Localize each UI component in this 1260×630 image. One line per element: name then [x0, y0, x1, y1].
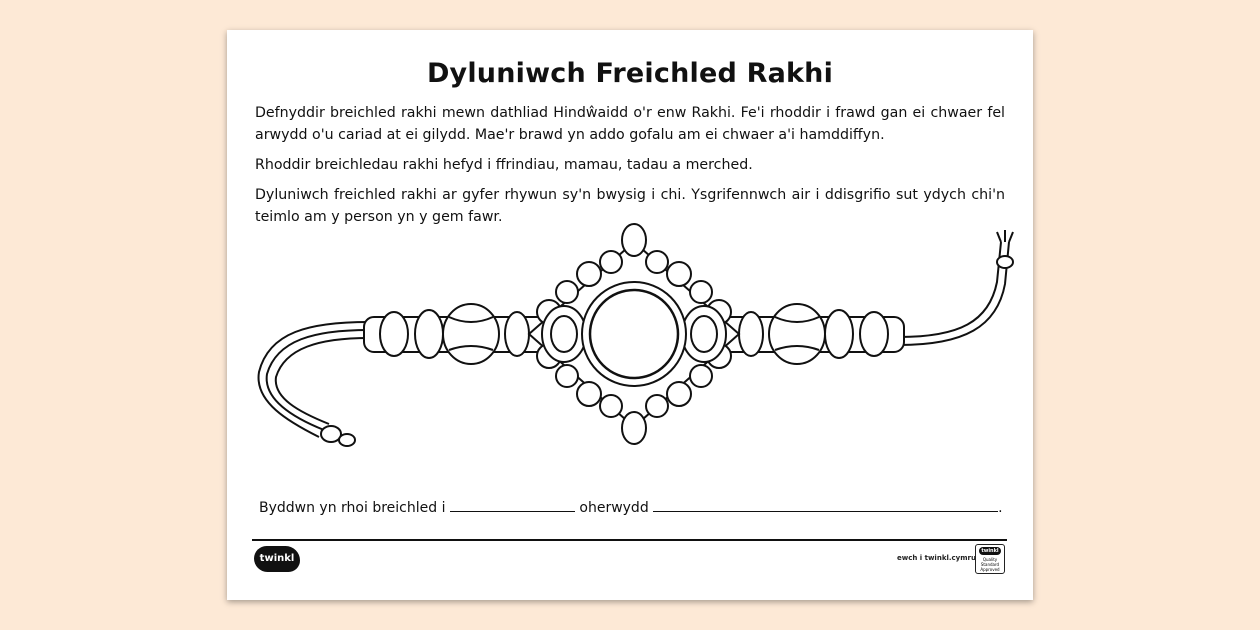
rakhi-bracelet-illustration	[249, 222, 1019, 472]
twinkl-logo: twinkl	[254, 546, 300, 572]
paragraph: Rhoddir breichledau rakhi hefyd i ffrindiau, mamau, tadau a merched.	[255, 157, 753, 173]
reason-blank[interactable]	[653, 497, 998, 512]
completion-sentence	[259, 497, 1003, 516]
footer-divider	[252, 539, 1007, 541]
paragraph: Dyluniwch freichled rakhi ar gyfer rhywun sy'n bwysig i chi. Ysgrifennwch air i ddisgrifio sut ydych chi'n teimlo am y person yn y gem fawr.	[255, 187, 1005, 225]
recipient-blank[interactable]	[450, 497, 575, 512]
sentence-part1: Byddwn yn rhoi breichled i	[259, 500, 446, 516]
instructions	[255, 102, 1005, 236]
footer-url: ewch i twinkl.cymru	[897, 554, 976, 562]
badge-text: Quality Standard Approved	[980, 557, 1000, 572]
sentence-end: .	[998, 500, 1003, 516]
badge-logo: twinkl	[979, 547, 1001, 555]
paragraph: Defnyddir breichled rakhi mewn dathliad Hindŵaidd o'r enw Rakhi. Fe'i rhoddir i frawd gan ei chwaer fel arwydd o'u cariad at ei gilydd. Mae'r brawd yn addo gofalu am ei chwaer a'i hamddiffyn.	[255, 105, 1005, 143]
page-title: Dyluniwch Freichled Rakhi	[426, 58, 834, 89]
quality-badge	[975, 544, 1005, 574]
worksheet-page	[227, 30, 1033, 600]
sentence-part2: oherwydd	[579, 500, 649, 516]
